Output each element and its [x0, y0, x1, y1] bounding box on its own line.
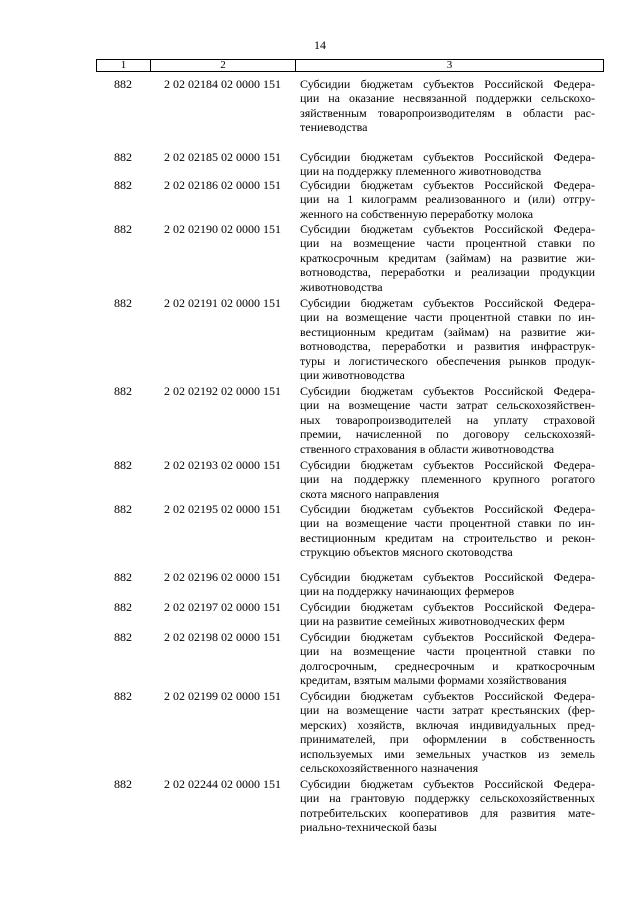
description-line: Субсидии бюджетам субъектов Российской Федера- — [300, 600, 595, 614]
description-line: женного на собственную переработку молока — [300, 206, 534, 221]
description-cell — [295, 777, 595, 835]
table-row — [96, 222, 604, 294]
description-line: сельскохозяйственного назначения — [300, 761, 479, 776]
budget-code-cell: 2 02 02192 02 0000 151 — [164, 384, 281, 398]
description-line: ции на возмещение части затрат сельскохозяйствен- — [300, 398, 595, 413]
description-line: ции на возмещение части процентной ставки по ин- — [300, 516, 595, 531]
description-cell — [295, 150, 595, 179]
description-line: ции животноводства — [300, 368, 405, 383]
description-line: струкцию объектов мясного скотоводства — [300, 545, 513, 560]
description-cell — [295, 77, 595, 135]
description-line: вестиционным кредитам (займам) на развитие жи- — [300, 324, 595, 339]
table-header — [96, 59, 604, 72]
budget-code-cell: 2 02 02197 02 0000 151 — [164, 600, 281, 614]
budget-code-cell: 2 02 02198 02 0000 151 — [164, 630, 281, 644]
table-row — [96, 689, 604, 775]
description-line: ственного страхования в области животноводства — [300, 441, 555, 456]
admin-code-cell: 882 — [114, 178, 132, 192]
description-line: Субсидии бюджетам субъектов Российской Федера- — [300, 777, 595, 791]
admin-code-cell: 882 — [114, 222, 132, 236]
description-line: Субсидии бюджетам субъектов Российской Федера- — [300, 77, 595, 91]
admin-code-cell: 882 — [114, 458, 132, 472]
description-cell — [295, 630, 595, 688]
admin-code-cell: 882 — [114, 777, 132, 791]
description-line: Субсидии бюджетам субъектов Российской Федера- — [300, 502, 595, 516]
description-line: премии, начисленной по договору сельскохозяй- — [300, 427, 595, 442]
description-line: ции на возмещение части процентной ставки по ин- — [300, 310, 595, 325]
table-row — [96, 600, 604, 629]
table-row — [96, 178, 604, 221]
budget-code-cell: 2 02 02196 02 0000 151 — [164, 570, 281, 584]
description-line: Субсидии бюджетам субъектов Российской Федера- — [300, 630, 595, 644]
description-line: животноводства — [300, 279, 383, 294]
admin-code-cell: 882 — [114, 296, 132, 310]
admin-code-cell: 882 — [114, 384, 132, 398]
description-line: Субсидии бюджетам субъектов Российской Федера- — [300, 689, 595, 703]
description-line: Субсидии бюджетам субъектов Российской Федера- — [300, 384, 595, 398]
table-row — [96, 458, 604, 501]
description-line: Субсидии бюджетам субъектов Российской Федера- — [300, 570, 595, 584]
budget-code-cell: 2 02 02186 02 0000 151 — [164, 178, 281, 192]
description-line: вотноводства, переработки и реализации продукции — [300, 265, 595, 280]
description-line: зяйственным товаропроизводителям в области рас- — [300, 105, 595, 120]
description-line: Субсидии бюджетам субъектов Российской Федера- — [300, 178, 595, 192]
description-cell — [295, 384, 595, 456]
budget-code-cell: 2 02 02185 02 0000 151 — [164, 150, 281, 164]
table-row — [96, 502, 604, 560]
description-cell — [295, 689, 595, 775]
admin-code-cell: 882 — [114, 150, 132, 164]
description-line: ных товаропроизводителей на уплату страховой — [300, 412, 595, 427]
description-cell — [295, 570, 595, 599]
description-line: Субсидии бюджетам субъектов Российской Федера- — [300, 222, 595, 236]
admin-code-cell: 882 — [114, 600, 132, 614]
description-line: скота мясного направления — [300, 486, 440, 501]
table-row — [96, 630, 604, 688]
description-line: Субсидии бюджетам субъектов Российской Федера- — [300, 150, 595, 164]
budget-code-cell: 2 02 02195 02 0000 151 — [164, 502, 281, 516]
header-col-2: 2 — [151, 60, 296, 71]
admin-code-cell: 882 — [114, 502, 132, 516]
description-line: ции на поддержку начинающих фермеров — [300, 584, 515, 599]
admin-code-cell: 882 — [114, 77, 132, 91]
description-cell — [295, 458, 595, 501]
description-cell — [295, 222, 595, 294]
table-row — [96, 777, 604, 835]
description-line: риально-технической базы — [300, 820, 437, 835]
admin-code-cell: 882 — [114, 689, 132, 703]
table-row — [96, 296, 604, 382]
description-line: ции на поддержку племенного крупного рогатого — [300, 472, 595, 487]
description-line: ции на 1 килограмм реализованного и (или) отгру- — [300, 192, 595, 207]
description-line: Субсидии бюджетам субъектов Российской Федера- — [300, 296, 595, 310]
table-row — [96, 570, 604, 599]
description-line: ции на поддержку племенного животноводства — [300, 164, 542, 179]
page-number: 14 — [314, 38, 326, 52]
description-line: принимателей, при оформлении в собственность — [300, 732, 595, 747]
description-line: краткосрочным кредитам (займам) на развитие жи- — [300, 250, 595, 265]
budget-code-cell: 2 02 02193 02 0000 151 — [164, 458, 281, 472]
header-col-3: 3 — [446, 59, 453, 71]
description-line: Субсидии бюджетам субъектов Российской Федера- — [300, 458, 595, 472]
description-line: вотноводства, переработки и развития инфраструк- — [300, 339, 595, 354]
description-line: ции на возмещение части затрат крестьянских (фер- — [300, 703, 595, 718]
description-line: ции на развитие семейных животноводческих ферм — [300, 614, 565, 629]
admin-code-cell: 882 — [114, 630, 132, 644]
description-cell — [295, 502, 595, 560]
description-line: потребительских кооперативов для развития мате- — [300, 805, 595, 820]
description-cell — [295, 600, 595, 629]
description-cell — [295, 296, 595, 382]
table-row — [96, 150, 604, 179]
description-line: ции на грантовую поддержку сельскохозяйственных — [300, 791, 595, 806]
description-line: долгосрочным, среднесрочным и краткосрочным — [300, 658, 595, 673]
budget-code-cell: 2 02 02199 02 0000 151 — [164, 689, 281, 703]
budget-code-cell: 2 02 02184 02 0000 151 — [164, 77, 281, 91]
table-row — [96, 77, 604, 135]
description-line: кредитам, взятым малыми формами хозяйствования — [300, 673, 567, 688]
description-line: туры и логистического обеспечения рынков продук- — [300, 353, 595, 368]
description-line: тениеводства — [300, 120, 368, 135]
table-row — [96, 384, 604, 456]
budget-code-cell: 2 02 02244 02 0000 151 — [164, 777, 281, 791]
budget-code-cell: 2 02 02191 02 0000 151 — [164, 296, 281, 310]
admin-code-cell: 882 — [114, 570, 132, 584]
budget-code-cell: 2 02 02190 02 0000 151 — [164, 222, 281, 236]
description-line: ции на возмещение части процентной ставки по — [300, 236, 595, 251]
header-col-1: 1 — [97, 60, 151, 71]
description-line: используемых ими земельных участков из земель — [300, 746, 595, 761]
description-line: ции на оказание несвязанной поддержки сельскохо- — [300, 91, 595, 106]
description-line: ции на возмещение части процентной ставки по — [300, 644, 595, 659]
description-cell — [295, 178, 595, 221]
description-line: мерских) хозяйств, включая индивидуальных пред- — [300, 717, 595, 732]
description-line: вестиционным кредитам на строительство и рекон- — [300, 530, 595, 545]
